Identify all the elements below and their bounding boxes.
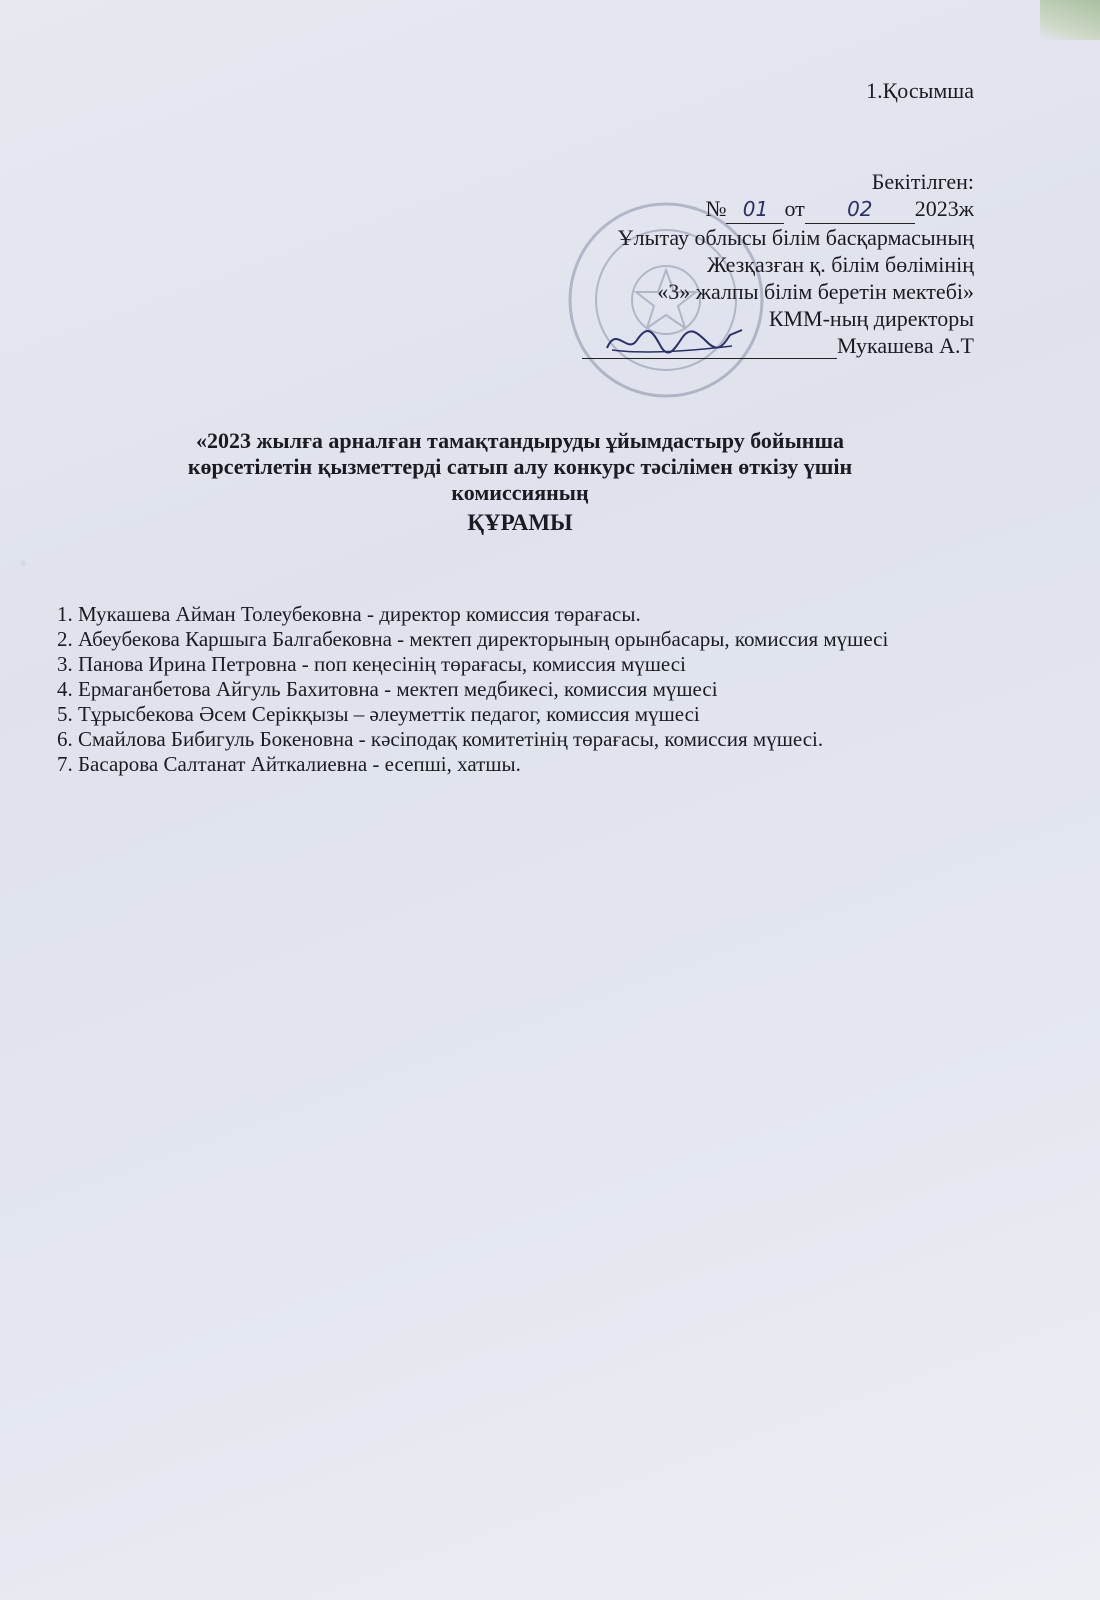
org-line-3: «3» жалпы білім беретін мектебі»: [657, 279, 974, 304]
list-item: 5. Тұрысбекова Әсем Серікқызы – әлеуметтік педагог, комиссия мүшесі: [57, 702, 700, 726]
order-number-value: 01: [726, 196, 784, 224]
commission-members-list: [57, 602, 971, 777]
signatory-name: Мукашева А.Т: [836, 333, 974, 358]
background-corner: [1040, 0, 1100, 40]
list-item: 7. Басарова Салтанат Айткалиевна - есепші, хатшы.: [57, 752, 521, 776]
heading-title: ҚҰРАМЫ: [467, 510, 573, 535]
annex-label: 1.Қосымша: [866, 78, 974, 103]
document-heading: [100, 428, 940, 536]
heading-line-3: комиссияның: [451, 480, 589, 505]
order-date-value: 02: [805, 196, 915, 224]
heading-line-1: «2023 жылға арналған тамақтандыруды ұйымдастыру бойынша: [195, 428, 845, 453]
year-suffix: 2023ж: [914, 196, 974, 221]
org-line-4: КММ-ның директоры: [768, 306, 974, 331]
heading-line-2: көрсетілетін қызметтерді сатып алу конкурс тәсілімен өткізу үшін: [187, 454, 853, 479]
org-line-2: Жезқазған қ. білім бөлімінің: [706, 252, 974, 277]
list-item: 6. Смайлова Бибигуль Бокеновна - кәсіподақ комитетінің төрағасы, комиссия мүшесі.: [57, 727, 824, 751]
handwritten-signature: [582, 332, 837, 359]
list-item: 4. Ермаганбетова Айгуль Бахитовна - мектеп медбикесі, комиссия мүшесі: [57, 677, 718, 701]
approval-block: [582, 168, 974, 359]
paper-speck: [20, 560, 26, 566]
date-prefix: от: [784, 196, 805, 221]
org-line-1: Ұлытау облысы білім басқармасының: [617, 225, 974, 250]
approved-label: Бекітілген:: [871, 169, 974, 194]
order-number-line: [582, 195, 974, 224]
list-item: 1. Мукашева Айман Толеубековна - директор комиссия төрағасы.: [57, 602, 641, 626]
list-item: 3. Панова Ирина Петровна - поп кеңесінің төрағасы, комиссия мүшесі: [57, 652, 686, 676]
signature-line: [582, 332, 974, 359]
number-prefix: №: [705, 196, 727, 221]
list-item: 2. Абеубекова Каршыга Балгабековна - мектеп директорының орынбасары, комиссия мүшесі: [57, 627, 889, 651]
